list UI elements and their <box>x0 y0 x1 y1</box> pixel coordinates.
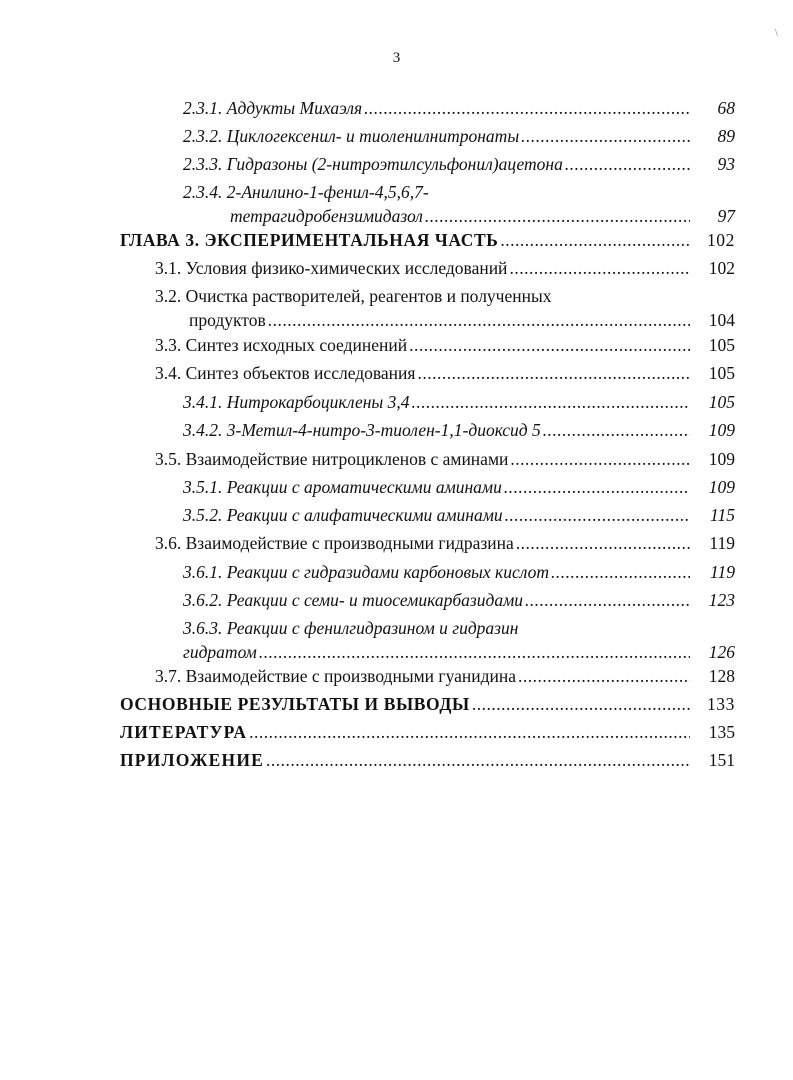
dot-leader <box>412 390 690 414</box>
dot-leader <box>259 640 690 664</box>
dot-leader <box>472 692 690 716</box>
toc-entry-page: 115 <box>710 505 735 525</box>
toc-entry-page: 105 <box>708 392 735 412</box>
scan-mark: \ <box>775 28 778 39</box>
toc-entry-text: 3.1. Условия физико-химических исследований <box>155 258 508 278</box>
dot-leader <box>510 447 690 471</box>
toc-entry-page: 109 <box>708 477 735 497</box>
dot-leader <box>525 588 690 612</box>
toc-entry-number: 3.5.2. <box>183 505 223 525</box>
toc-entry-page: 126 <box>708 642 735 662</box>
dot-leader <box>266 748 690 772</box>
dot-leader <box>565 152 690 176</box>
dot-leader <box>551 560 690 584</box>
toc-entry-text: 3.6. Взаимодействие с производными гидразина <box>155 533 514 553</box>
toc-entry-text: 3.2. Очистка растворителей, реагентов и полученных <box>155 286 552 306</box>
toc-entry-text-continued: тетрагидробензимидазол <box>230 206 423 226</box>
toc-entry-text: ЛИТЕРАТУРА <box>120 722 248 742</box>
toc-entry-text: Реакции с семи- и тиосемикарбазидами <box>226 590 523 610</box>
dot-leader <box>521 124 690 148</box>
toc-entry-number: 3.4.2. <box>183 420 223 440</box>
toc-entry-text: Аддукты Михаэля <box>226 98 363 118</box>
page-number: 3 <box>392 50 401 66</box>
toc-entry-page: 102 <box>708 258 735 278</box>
toc-entry-number: 3.6.1. <box>183 562 223 582</box>
toc-entry-number: 3.6.3. <box>183 618 223 638</box>
toc-entry-text: 3.5. Взаимодействие нитроцикленов с аминами <box>155 449 509 469</box>
toc-entry-page: 123 <box>708 590 735 610</box>
toc-entry-text: ОСНОВНЫЕ РЕЗУЛЬТАТЫ И ВЫВОДЫ <box>120 694 470 714</box>
toc-entry-page: 89 <box>717 126 735 146</box>
toc-entry-page: 109 <box>708 449 735 469</box>
toc-entry-page: 128 <box>708 666 735 686</box>
toc-entry-text: ГЛАВА 3. ЭКСПЕРИМЕНТАЛЬНАЯ ЧАСТЬ <box>120 230 499 250</box>
toc-entry-page: 119 <box>709 533 735 553</box>
toc-entry-page: 104 <box>708 310 735 330</box>
dot-leader <box>509 256 690 280</box>
toc-entry-text-continued: гидратом <box>183 642 257 662</box>
dot-leader <box>543 418 690 442</box>
toc-entry-page: 151 <box>708 750 735 770</box>
dot-leader <box>500 228 690 252</box>
toc-entry-text: 3-Метил-4-нитро-3-тиолен-1,1-диоксид 5 <box>226 420 541 440</box>
dot-leader <box>516 531 690 555</box>
toc-entry-page: 97 <box>717 206 735 226</box>
toc-entry-number: 2.3.4. <box>183 182 223 202</box>
toc-entry-page: 133 <box>706 694 735 714</box>
dot-leader <box>505 503 690 527</box>
toc-entry-text: Гидразоны (2-нитроэтилсульфонил)ацетона <box>226 154 563 174</box>
toc-entry-text: Реакции с ароматическими аминами <box>226 477 502 497</box>
toc-entry-text: 3.3. Синтез исходных соединений <box>155 335 408 355</box>
dot-leader <box>518 664 690 688</box>
toc-entry-number: 3.4.1. <box>183 392 223 412</box>
dot-leader <box>417 361 690 385</box>
toc-entry-page: 105 <box>708 335 735 355</box>
dot-leader <box>425 204 690 228</box>
toc-entry-number: 2.3.3. <box>183 154 223 174</box>
dot-leader <box>409 333 690 357</box>
toc-entry-text: Нитрокарбоциклены 3,4 <box>226 392 410 412</box>
toc-entry-page: 102 <box>706 230 735 250</box>
toc-entry-number: 2.3.2. <box>183 126 223 146</box>
toc-entry-page: 105 <box>708 363 735 383</box>
dot-leader <box>504 475 690 499</box>
toc-entry-page: 68 <box>717 98 735 118</box>
toc-entry-text: Реакции с фенилгидразином и гидразин <box>226 618 519 638</box>
toc-entry-text: Реакции с гидразидами карбоновых кислот <box>226 562 549 582</box>
toc-entry-text: 2-Анилино-1-фенил-4,5,6,7- <box>226 182 429 202</box>
toc-entry-number: 3.5.1. <box>183 477 223 497</box>
toc-entry-number: 3.6.2. <box>183 590 223 610</box>
toc-entry-text: Циклогексенил- и тиоленилнитронаты <box>226 126 520 146</box>
dot-leader <box>364 96 690 120</box>
toc-entry-page: 93 <box>717 154 735 174</box>
toc-entry-page: 119 <box>710 562 735 582</box>
toc-entry-text: ПРИЛОЖЕНИЕ <box>120 750 265 770</box>
toc-entry-text: 3.4. Синтез объектов исследования <box>155 363 416 383</box>
dot-leader <box>268 308 690 332</box>
toc-entry-page: 109 <box>708 420 735 440</box>
dot-leader <box>249 720 690 744</box>
toc-entry-text: Реакции с алифатическими аминами <box>226 505 503 525</box>
toc-entry-text-continued: продуктов <box>189 310 266 330</box>
toc-entry-text: 3.7. Взаимодействие с производными гуанидина <box>155 666 516 686</box>
toc-entry-number: 2.3.1. <box>183 98 223 118</box>
toc-entry-page: 135 <box>708 722 735 742</box>
